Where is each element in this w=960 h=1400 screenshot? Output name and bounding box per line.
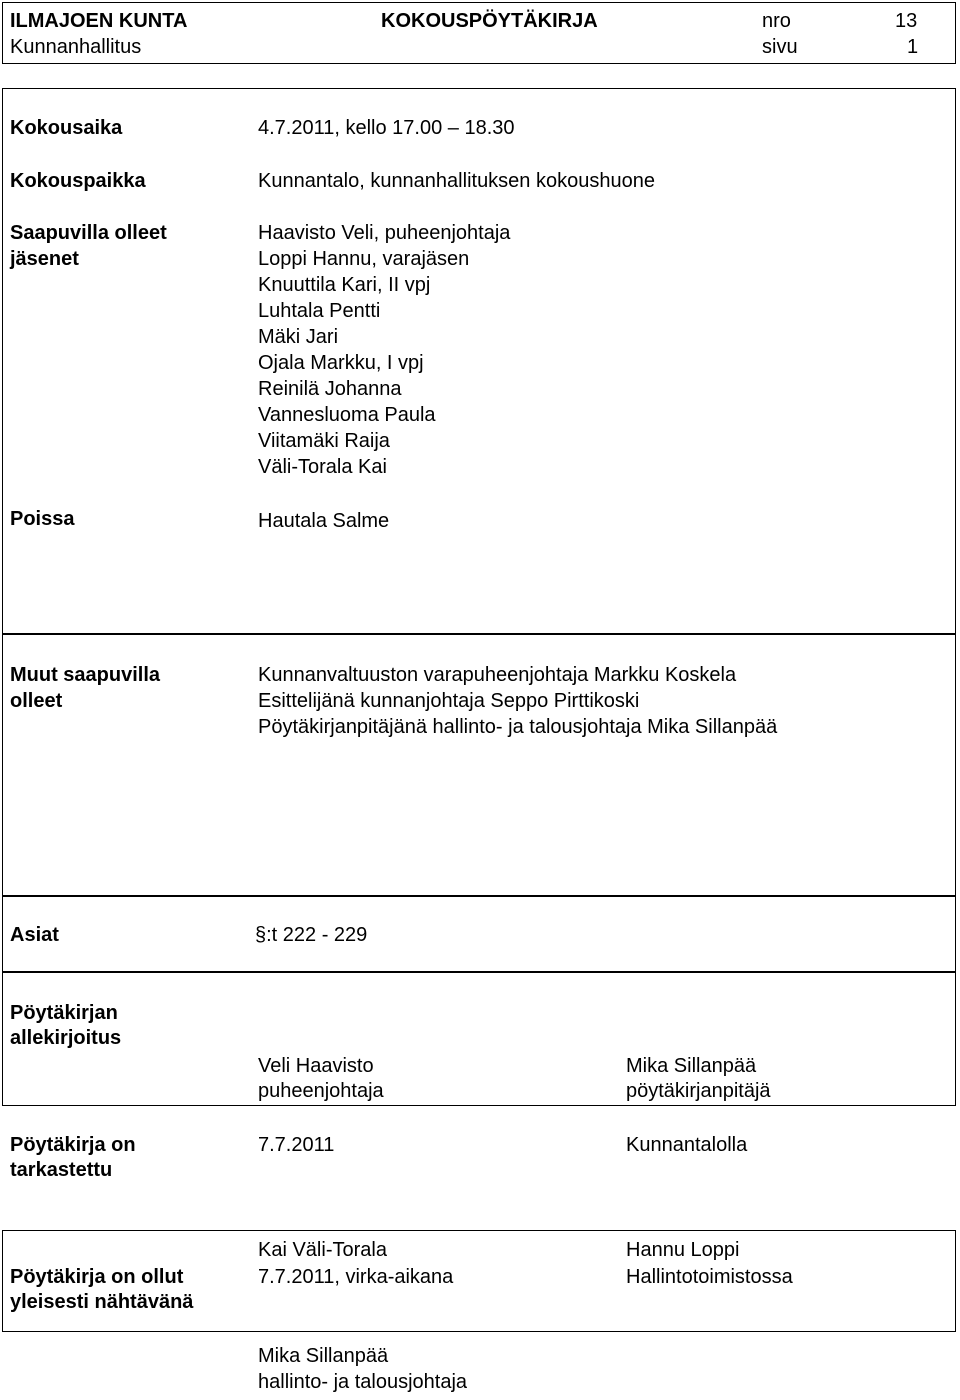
certifier-name: Mika Sillanpää bbox=[258, 1345, 389, 1367]
signing-label-line2: allekirjoitus bbox=[10, 1027, 122, 1049]
checked-date: 7.7.2011 bbox=[258, 1134, 335, 1156]
member-item: Ojala Markku, I vpj bbox=[258, 352, 424, 374]
other-attendee: Pöytäkirjanpitäjänä hallinto- ja talousjohtaja Mika Sillanpää bbox=[258, 716, 778, 738]
municipality-name: ILMAJOEN KUNTA bbox=[10, 10, 188, 32]
member-item: Knuuttila Kari, II vpj bbox=[258, 274, 431, 296]
secretary-role: pöytäkirjanpitäjä bbox=[626, 1080, 771, 1102]
checked-label-line2: tarkastettu bbox=[10, 1159, 113, 1181]
member-item: Väli-Torala Kai bbox=[258, 456, 387, 478]
member-item: Viitamäki Raija bbox=[258, 430, 390, 452]
members-list bbox=[258, 220, 510, 480]
member-item: Loppi Hannu, varajäsen bbox=[258, 248, 470, 270]
matters-value: §:t 222 - 229 bbox=[255, 924, 368, 946]
chair-name: Veli Haavisto bbox=[258, 1055, 374, 1077]
member-item: Haavisto Veli, puheenjohtaja bbox=[258, 222, 511, 244]
public-date: 7.7.2011, virka-aikana bbox=[258, 1266, 454, 1288]
other-attendee: Esittelijänä kunnanjohtaja Seppo Pirttikoski bbox=[258, 690, 640, 712]
checker1-name: Kai Väli-Torala bbox=[258, 1239, 387, 1261]
checked-place: Kunnantalolla bbox=[626, 1134, 748, 1156]
checker2-name: Hannu Loppi bbox=[626, 1239, 740, 1261]
absent-value: Hautala Salme bbox=[258, 510, 390, 532]
others-label-line1: Muut saapuvilla bbox=[10, 664, 161, 686]
chair-role: puheenjohtaja bbox=[258, 1080, 384, 1102]
document-type: KOKOUSPÖYTÄKIRJA bbox=[381, 10, 598, 32]
nro-value: 13 bbox=[895, 10, 918, 32]
others-list bbox=[258, 662, 777, 740]
matters-box bbox=[2, 896, 956, 972]
member-item: Vannesluoma Paula bbox=[258, 404, 436, 426]
secretary-name: Mika Sillanpää bbox=[626, 1055, 757, 1077]
page-value: 1 bbox=[907, 36, 919, 58]
absent-label: Poissa bbox=[10, 508, 75, 530]
other-attendee: Kunnanvaltuuston varapuheenjohtaja Markku Koskela bbox=[258, 664, 737, 686]
matters-label: Asiat bbox=[10, 924, 59, 946]
body-name: Kunnanhallitus bbox=[10, 36, 142, 58]
meeting-time-value: 4.7.2011, kello 17.00 – 18.30 bbox=[258, 117, 515, 139]
public-place: Hallintotoimistossa bbox=[626, 1266, 793, 1288]
certifier-role: hallinto- ja talousjohtaja bbox=[258, 1371, 468, 1393]
signing-box bbox=[2, 972, 956, 1106]
meeting-time-label: Kokousaika bbox=[10, 117, 123, 139]
member-item: Luhtala Pentti bbox=[258, 300, 381, 322]
public-label-line2: yleisesti nähtävänä bbox=[10, 1291, 194, 1313]
members-label-line2: jäsenet bbox=[10, 248, 79, 270]
checked-label-line1: Pöytäkirja on bbox=[10, 1134, 136, 1156]
others-label-line2: olleet bbox=[10, 690, 63, 712]
member-item: Reinilä Johanna bbox=[258, 378, 402, 400]
meeting-place-value: Kunnantalo, kunnanhallituksen kokoushuone bbox=[258, 170, 655, 192]
member-item: Mäki Jari bbox=[258, 326, 339, 348]
members-label-line1: Saapuvilla olleet bbox=[10, 222, 167, 244]
page-label: sivu bbox=[762, 36, 798, 58]
meeting-place-label: Kokouspaikka bbox=[10, 170, 146, 192]
public-label-line1: Pöytäkirja on ollut bbox=[10, 1266, 184, 1288]
signing-label-line1: Pöytäkirjan bbox=[10, 1002, 118, 1024]
nro-label: nro bbox=[762, 10, 791, 32]
